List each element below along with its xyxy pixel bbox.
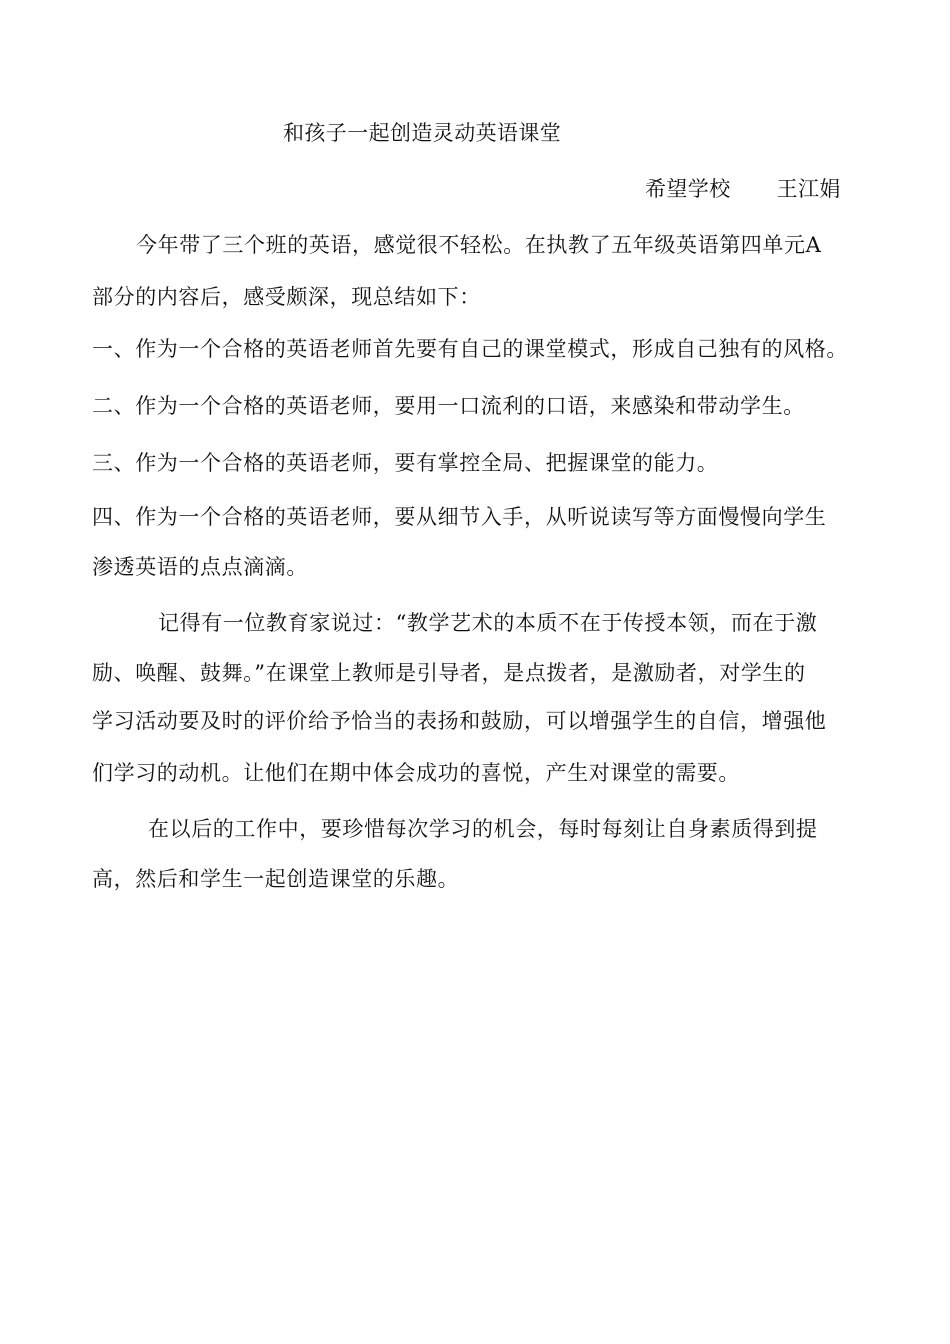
body-line-2: 部分的内容后，感受颇深，现总结如下： <box>92 285 481 309</box>
body-line-7: 渗透英语的点点滴滴。 <box>92 555 308 579</box>
body-line-5: 三、作为一个合格的英语老师，要有掌控全局、把握课堂的能力。 <box>92 451 719 475</box>
body-line-12: 在以后的工作中，要珍惜每次学习的机会，每时每刻让自身素质得到提 <box>148 817 818 841</box>
author-line <box>645 175 841 203</box>
body-line-11: 们学习的动机。让他们在期中体会成功的喜悦，产生对课堂的需要。 <box>92 761 740 785</box>
author-school: 希望学校 <box>645 177 731 201</box>
body-line-4: 二、作为一个合格的英语老师，要用一口流利的口语，来感染和带动学生。 <box>92 394 805 418</box>
author-name: 王江娟 <box>776 177 841 201</box>
body-line-6: 四、作为一个合格的英语老师，要从细节入手，从听说读写等方面慢慢向学生 <box>92 505 827 529</box>
document-title: 和孩子一起创造灵动英语课堂 <box>283 121 562 145</box>
body-line-13: 高，然后和学生一起创造课堂的乐趣。 <box>92 867 460 891</box>
body-line-10: 学习活动要及时的评价给予恰当的表扬和鼓励，可以增强学生的自信，增强他 <box>92 709 827 733</box>
body-line-9: 励、唤醒、鼓舞。”在课堂上教师是引导者，是点拨者，是激励者，对学生的 <box>92 661 806 685</box>
body-line-3: 一、作为一个合格的英语老师首先要有自己的课堂模式，形成自己独有的风格。 <box>92 337 848 361</box>
body-line-8: 记得有一位教育家说过：“教学艺术的本质不在于传授本领，而在于激 <box>158 611 818 635</box>
body-line-1: 今年带了三个班的英语，感觉很不轻松。在执教了五年级英语第四单元A <box>136 233 822 257</box>
